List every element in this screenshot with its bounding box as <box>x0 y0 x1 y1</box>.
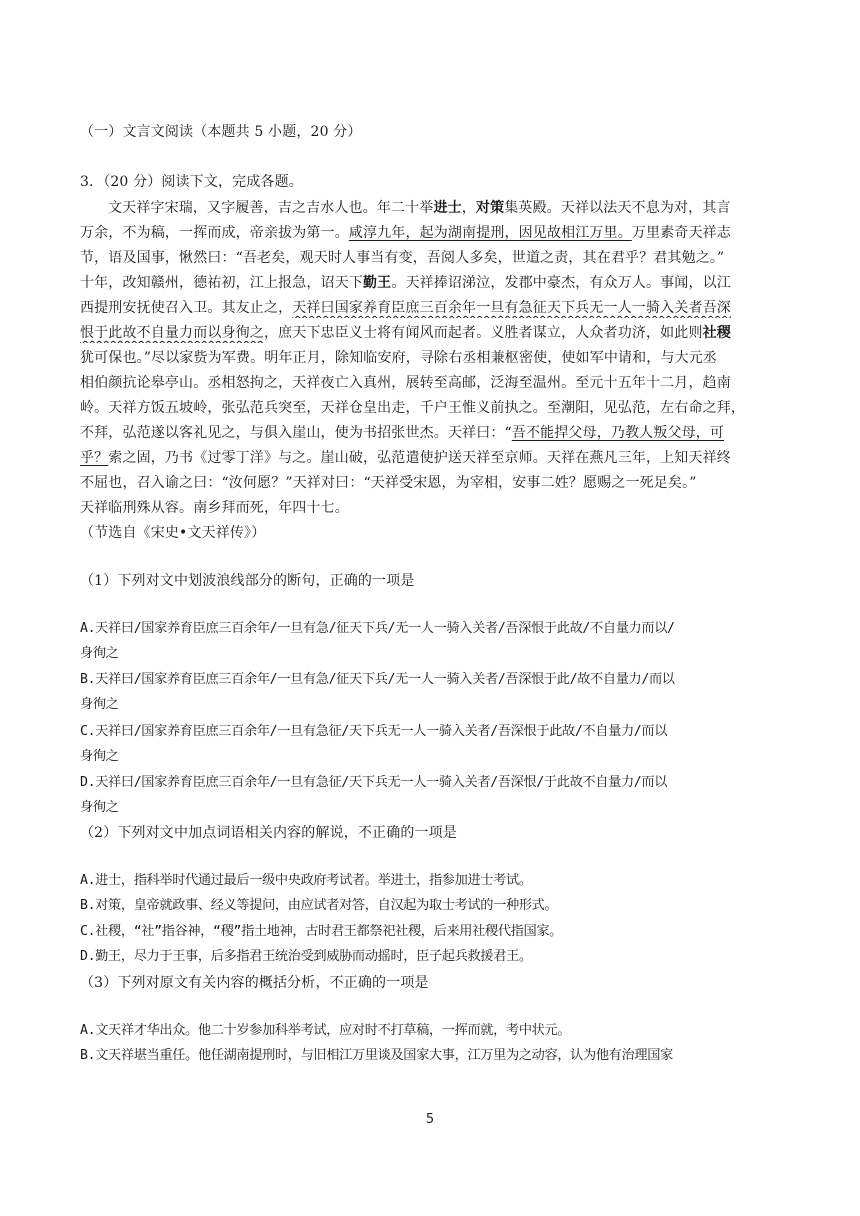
option-a: A.文天祥才华出众。他二十岁参加科举考试，应对时不打草稿，一挥而就，考中状元。 <box>80 1023 571 1038</box>
question-intro: 3．（20 分）阅读下文，完成各题。 <box>80 174 303 190</box>
passage-line: 节，语及国事，愀然曰：“吾老矣，观天时人事当有变，吾阅人多矣，世道之责，其在君乎？君其勉之。” <box>80 250 725 266</box>
page-number: 5 <box>425 1112 435 1127</box>
passage-line <box>80 323 784 343</box>
passage-source: （节选自《宋史•文天祥传》） <box>80 525 266 541</box>
wavy-underlined-text: 天祥曰国家养育臣庶三百余年一旦有急征天下兵无一人一骑入关者吾深 <box>292 300 731 316</box>
passage-line <box>80 423 784 443</box>
passage-text: ， <box>461 200 476 216</box>
wavy-underlined-text: 恨于此故不自量力而以身徇之 <box>80 325 264 341</box>
passage-text: 不拜，弘范遂以客礼见之，与俱入崖山，使为书招张世杰。天祥曰：“ <box>80 425 512 441</box>
passage-text: ，庶天下忠臣义士将有闻风而起者。义胜者谋立，人众者功济，如此则 <box>263 325 703 341</box>
option-d: D.勤王，尽力于王事，后多指君王统治受到威胁而动摇时，臣子起兵救援君王。 <box>80 949 532 964</box>
passage-text: 万里素奇天祥志 <box>631 225 731 241</box>
passage-line <box>80 273 784 293</box>
passage-line: 不屈也，召入谕之曰：“汝何愿？”天祥对曰：“天祥受宋恩，为宰相，安事二姓？愿赐之一死足矣。” <box>80 475 697 491</box>
passage-line <box>108 198 784 218</box>
option-a: A.进士，指科举时代通过最后一级中央政府考试者。举进士，指参加进士考试。 <box>80 873 532 888</box>
passage-text: 。天祥捧诏涕泣，发郡中豪杰，有众万人。事闻，以江 <box>391 275 731 291</box>
underlined-sentence: 乎？ <box>80 450 109 466</box>
underlined-sentence: 咸淳九年，起为湖南提刑，因见故相江万里。 <box>348 225 632 241</box>
passage-line <box>80 223 784 243</box>
passage-text: 万余，不为稿，一挥而成，帝亲拔为第一。 <box>80 225 349 241</box>
dotted-term-qinwang: 勤王 <box>363 275 392 291</box>
passage-text: 文天祥字宋瑞，又字履善，吉之吉水人也。年二十举 <box>108 200 434 216</box>
option-d-cont: 身徇之 <box>80 800 119 815</box>
section-heading: （一）文言文阅读（本题共 5 小题，20 分） <box>80 124 362 140</box>
passage-line: 犹可保也。”尽以家赀为军费。明年正月，除知临安府，寻除右丞相兼枢密使，使如军中请和，与大元丞 <box>80 350 718 366</box>
option-a-cont: 身徇之 <box>80 646 119 661</box>
passage-text: 索之固，乃书《过零丁洋》与之。崖山破，弘范遣使护送天祥至京师。天祥在燕凡三年，上知天祥终 <box>108 450 731 466</box>
option-b-cont: 身徇之 <box>80 697 119 712</box>
passage-line: 岭。天祥方饭五坡岭，张弘范兵突至，天祥仓皇出走，千户王惟义前执之。至潮阳，见弘范，左右命之拜， <box>80 400 746 416</box>
option-b: B.对策，皇帝就政事、经义等提问，由应试者对答，自汉起为取士考试的一种形式。 <box>80 898 558 913</box>
option-b: B.天祥曰/国家养育臣庶三百余年/一旦有急/征天下兵/无一人一骑入关者/吾深恨于此/故不自量力/而以 <box>80 672 675 687</box>
question-2-prompt: （2）下列对文中加点词语相关内容的解说，不正确的一项是 <box>80 825 457 841</box>
dotted-term-sheji: 社稷 <box>702 325 731 341</box>
option-a: A.天祥曰/国家养育臣庶三百余年/一旦有急/征天下兵/无一人一骑入关者/吾深恨于此故/不自量力而以/ <box>80 621 675 636</box>
dotted-term-duice: 对策 <box>475 200 505 216</box>
option-c: C.天祥曰/国家养育臣庶三百余年/一旦有急征/天下兵无一人一骑入关者/吾深恨于此故/不自量力/而以 <box>80 724 668 739</box>
passage-line: 天祥临刑殊从容。南乡拜而死，年四十七。 <box>80 500 349 516</box>
passage-line <box>80 448 784 468</box>
question-1-prompt: （1）下列对文中划波浪线部分的断句，正确的一项是 <box>80 573 415 589</box>
passage-line <box>80 298 784 318</box>
option-c: C.社稷，“社”指谷神，“稷”指土地神，古时君王都祭祀社稷，后来用社稷代指国家。 <box>80 924 563 939</box>
passage-text: 集英殿。天祥以法天不息为对，其言 <box>504 200 731 216</box>
passage-text: 十年，改知赣州，德祐初，江上报急，诏天下 <box>80 275 363 291</box>
passage-text: 西提刑安抚使召入卫。其友止之， <box>80 300 293 316</box>
option-d: D.天祥曰/国家养育臣庶三百余年/一旦有急征/天下兵无一人一骑入关者/吾深恨/于此故不自量力/而以 <box>80 775 668 790</box>
underlined-sentence: 吾不能捍父母，乃教人叛父母，可 <box>511 425 725 441</box>
dotted-term-jinshi: 进士 <box>433 200 462 216</box>
passage-line: 相伯颜抗论皋亭山。丞相怒拘之，天祥夜亡入真州，展转至高邮，泛海至温州。至元十五年十二月，趋南 <box>80 375 731 391</box>
option-c-cont: 身徇之 <box>80 749 119 764</box>
question-3-prompt: （3）下列对原文有关内容的概括分析，不正确的一项是 <box>80 975 429 991</box>
option-b: B.文天祥堪当重任。他任湖南提刑时，与旧相江万里谈及国家大事，江万里为之动容，认为他有治理国家 <box>80 1048 673 1063</box>
